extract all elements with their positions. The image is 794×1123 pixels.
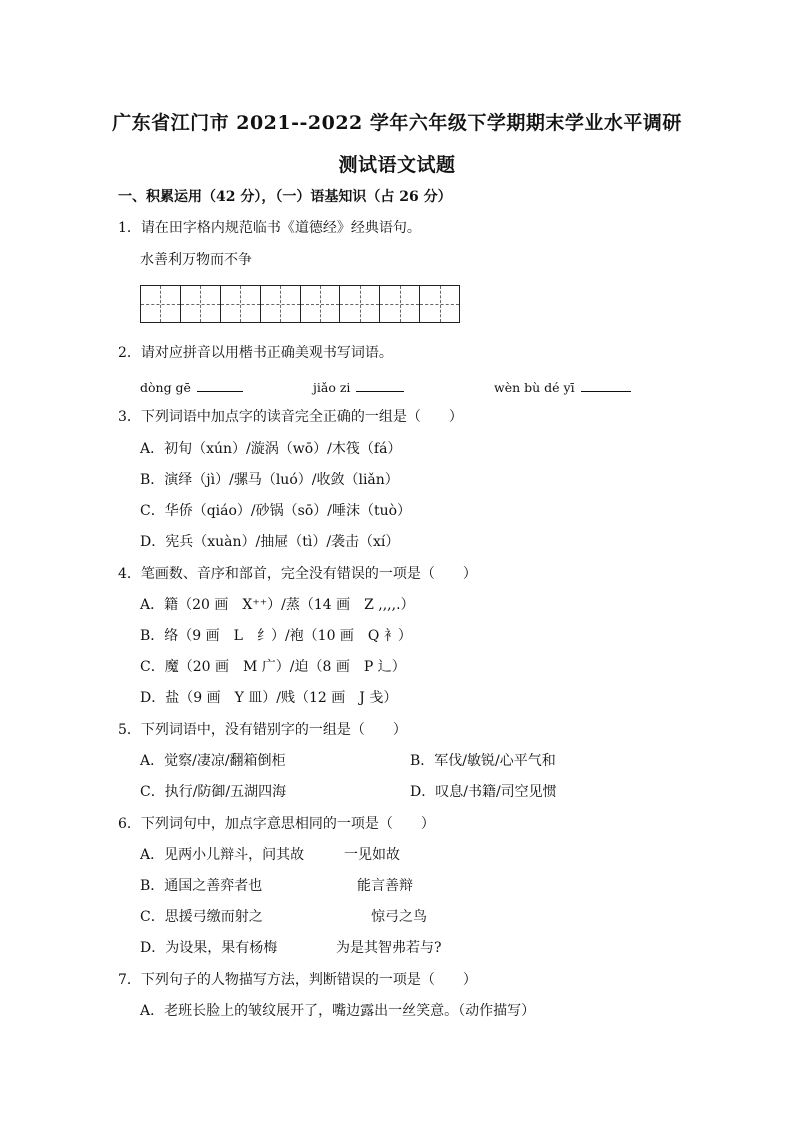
question-4-stem: 4．笔画数、音序和部首，完全没有错误的一项是（ ） [118,566,477,582]
answer-blank[interactable] [581,377,631,392]
q3-option-b[interactable]: B．演绎（jì）/骡马（luó）/收敛（liǎn） [140,472,399,488]
q5-option-b[interactable]: B．军伐/敏锐/心平气和 [410,753,556,769]
pinyin-item-2 [313,377,404,397]
grid-cell[interactable] [420,286,459,322]
q6-option-b[interactable]: B．通国之善弈者也 [140,878,263,894]
q5-option-a[interactable]: A．觉察/凄凉/翻箱倒柜 [140,753,286,769]
grid-cell[interactable] [261,286,301,322]
grid-cell[interactable] [221,286,261,322]
q4-option-b[interactable]: B．络（9 画 L 纟）/袍（10 画 Q 衤） [140,628,412,644]
q4-option-d[interactable]: D．盐（9 画 Y 皿）/贱（12 画 J 戋） [140,690,398,706]
grid-cell[interactable] [340,286,380,322]
answer-blank[interactable] [197,377,243,392]
question-1-stem: 1．请在田字格内规范临书《道德经》经典语句。 [118,220,421,236]
question-1-sentence: 水善利万物而不争 [140,252,252,268]
grid-cell[interactable] [181,286,221,322]
pinyin-item-3 [494,377,631,397]
q6-option-b-compare: 能言善辩 [357,878,413,894]
q6-option-a-compare: 一见如故 [344,847,400,863]
q7-option-a[interactable]: A．老班长脸上的皱纹展开了，嘴边露出一丝笑意。（动作描写） [140,1003,536,1019]
grid-cell[interactable] [141,286,181,322]
question-3-stem: 3．下列词语中加点字的读音完全正确的一组是（ ） [118,409,463,425]
tianzige-grid[interactable] [140,285,460,323]
exam-title-line1: 广东省江门市 2021--2022 学年六年级下学期期末学业水平调研 [112,112,682,134]
pinyin-text: wèn bù dé yī [494,380,575,395]
q6-option-a[interactable]: A．见两小儿辩斗，问其故 [140,847,305,863]
q3-option-c[interactable]: C．华侨（qiáo）/砂锅（sō）/唾沫（tuò） [140,503,412,519]
question-5-stem: 5．下列词语中，没有错别字的一组是（ ） [118,722,407,738]
q5-option-c[interactable]: C．执行/防御/五湖四海 [140,784,287,800]
exam-title-line2: 测试语文试题 [338,154,456,176]
q4-option-a[interactable]: A．籍（20 画 X⁺⁺）/蒸（14 画 Z ,,,,.） [140,597,415,613]
q6-option-c-compare: 惊弓之鸟 [371,909,427,925]
q3-option-d[interactable]: D．宪兵（xuàn）/抽屉（tì）/袭击（xí） [140,534,400,550]
pinyin-item-1 [140,377,243,397]
q6-option-d[interactable]: D．为设果，果有杨梅 [140,940,278,956]
question-6-stem: 6．下列词句中，加点字意思相同的一项是（ ） [118,816,435,832]
q6-option-c[interactable]: C．思援弓缴而射之 [140,909,263,925]
answer-blank[interactable] [356,377,404,392]
pinyin-text: dòng gē [140,380,191,395]
grid-cell[interactable] [301,286,341,322]
q4-option-c[interactable]: C．魔（20 画 M 广）/迫（8 画 P 辶） [140,659,406,675]
pinyin-text: jiǎo zi [313,380,351,395]
q6-option-d-compare: 为是其智弗若与? [336,940,442,956]
q5-option-d[interactable]: D．叹息/书籍/司空见惯 [410,784,557,800]
q3-option-a[interactable]: A．初旬（xún）/漩涡（wō）/木筏（fá） [140,441,402,457]
grid-cell[interactable] [380,286,420,322]
section-heading: 一、积累运用（42 分），（一）语基知识（占 26 分） [118,189,452,205]
question-7-stem: 7．下列句子的人物描写方法，判断错误的一项是（ ） [118,972,477,988]
question-2-stem: 2．请对应拼音以用楷书正确美观书写词语。 [118,345,393,361]
